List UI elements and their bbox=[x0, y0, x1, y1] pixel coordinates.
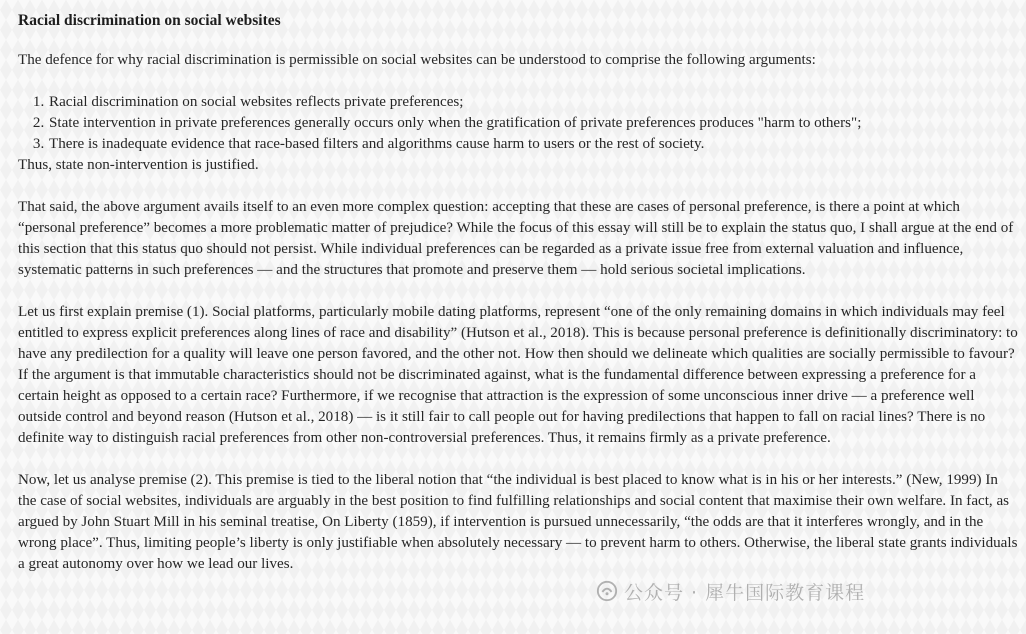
premise-item: 2. State intervention in private preferences generally occurs only when the gratification of private preferences produces "harm to others"; bbox=[48, 113, 1018, 134]
conclusion-line: Thus, state non-intervention is justified. bbox=[18, 157, 259, 173]
body-paragraph: That said, the above argument avails itself to an even more complex question: accepting that these are cases of personal preference, is there a point at which “personal preference” becomes a more problematic matter of prejudice? While the focus of this essay will still be to explain the status quo, I shall argue at the end of this section that this status quo should not persist. While individual preferences can be regarded as a private issue free from external valuation and influence, systematic patterns in such preferences — and the structures that promote and preserve them — hold serious societal implications. bbox=[18, 199, 1014, 278]
premise-item: 1. Racial discrimination on social websites reflects private preferences; bbox=[48, 92, 1018, 113]
watermark bbox=[596, 576, 865, 606]
intro-paragraph: The defence for why racial discrimination is permissible on social websites can be understood to comprise the following arguments: bbox=[18, 52, 816, 68]
premise-list bbox=[18, 92, 1018, 155]
body-paragraph: Let us first explain premise (1). Social platforms, particularly mobile dating platforms, represent “one of the only remaining domains in which individuals may feel entitled to express explicit preferences along lines of race and disability” (Hutson et al., 2018). This is because personal preference is definitionally discriminatory: to have any predilection for a quality will leave one person favored, and the other not. How then should we delineate which qualities are socially permissible to favour? If the argument is that immutable characteristics should not be discriminated against, what is the fundamental difference between expressing a preference for a certain height as opposed to a certain race? Furthermore, if we recognise that attraction is the expression of some unconscious inner drive — a preference well outside control and beyond reason (Hutson et al., 2018) — is it still fair to call people out for having predilections that happen to fall on racial lines? There is no definite way to distinguish racial preferences from other non-controversial preferences. Thus, it remains firmly as a private preference. bbox=[18, 304, 1018, 446]
body-paragraph: Now, let us analyse premise (2). This premise is tied to the liberal notion that “the individual is best placed to know what is in his or her interests.” (New, 1999) In the case of social websites, individuals are arguably in the best position to find fulfilling relationships and social content that maximise their own welfare. In fact, as argued by John Stuart Mill in his seminal treatise, On Liberty (1859), if intervention is pursued unnecessarily, “the odds are that it interferes wrongly, and in the wrong place”. Thus, limiting people’s liberty is only justifiable when absolutely necessary — to prevent harm to others. Otherwise, the liberal state grants individuals a great autonomy over how we lead our lives. bbox=[18, 472, 1018, 572]
article-title: Racial discrimination on social websites bbox=[18, 12, 281, 29]
article bbox=[18, 10, 1018, 575]
wechat-official-account-icon bbox=[596, 580, 618, 602]
watermark-text: 公众号 · 犀牛国际教育课程 bbox=[624, 581, 866, 604]
premise-item: 3. There is inadequate evidence that race-based filters and algorithms cause harm to users or the rest of society. bbox=[48, 134, 1018, 155]
